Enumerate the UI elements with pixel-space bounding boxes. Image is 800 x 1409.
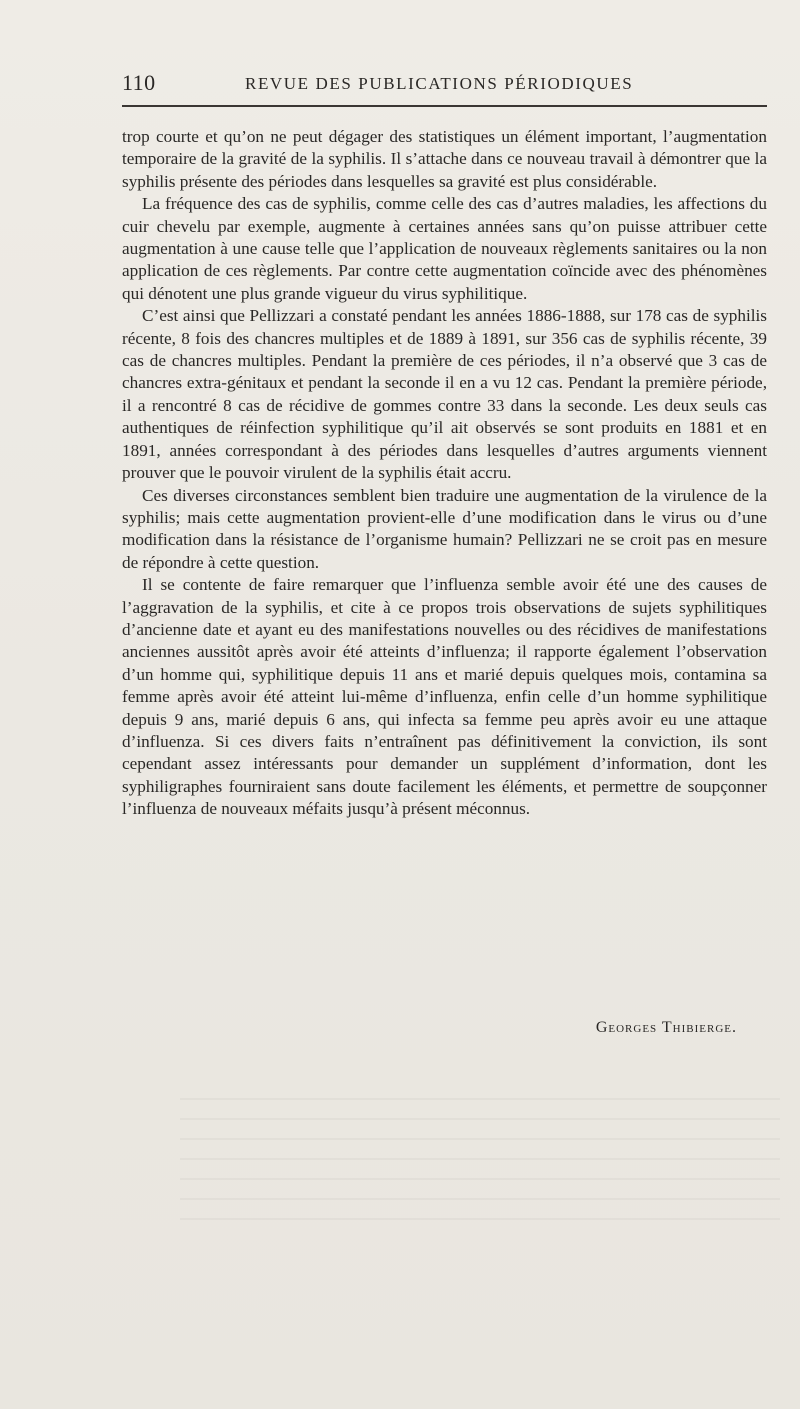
header-rule (122, 105, 767, 107)
paragraph: La fréquence des cas de syphilis, comme celle des cas d’autres maladies, les affections du cuir chevelu par exemple, augmente à certaines années sans qu’on puisse attribuer cette augmentation à une cause telle que l’application de nouveaux règlements sanitaires ou la non application de ces règlements. Par contre cette augmentation coïncide avec des phénomènes qui dénotent une plus grande vigueur du virus syphilitique. (122, 194, 767, 303)
running-title: REVUE DES PUBLICATIONS PÉRIODIQUES (245, 74, 634, 93)
paragraph: C’est ainsi que Pellizzari a constaté pendant les années 1886-1888, sur 178 cas de syphilis récente, 8 fois des chancres multiples et de 1889 à 1891, sur 356 cas de syphilis récente, 39 cas de chancres multiples. Pendant la première de ces périodes, il n’a observé que 3 cas de chancres extra-génitaux et pendant la seconde il en a vu 12 cas. Pendant la première période, il a rencontré 8 cas de récidive de gommes contre 33 dans la seconde. Les deux seuls cas authentiques de réinfection syphilitique qu’il ait observés se sont produits en 1881 et en 1891, années correspondant à des périodes dans lesquelles d’autres arguments viennent prouver que le pouvoir virulent de la syphilis était accru. (122, 306, 767, 483)
paragraph: Il se contente de faire remarquer que l’influenza semble avoir été une des causes de l’aggravation de la syphilis, et cite à ce propos trois observations de sujets syphilitiques d’ancienne date et ayant eu des manifestations nouvelles ou des récidives de manifestations anciennes aussitôt après avoir été atteints d’influenza; il rapporte également l’observation d’un homme qui, syphilitique depuis 11 ans et marié depuis quelques mois, contamina sa femme après avoir été atteint lui-même d’influenza, enfin celle d’un homme syphilitique depuis 9 ans, marié depuis 6 ans, qui infecta sa femme peu après avoir eu une attaque d’influenza. Si ces divers faits n’entraînent pas définitivement la conviction, ils sont cependant assez intéressants pour demander un supplément d’information, dont les syphiligraphes fourniraient sans doute facilement les éléments, et permettre de soupçonner l’influenza de nouveaux méfaits jusqu’à présent méconnus. (122, 575, 767, 819)
paragraph: trop courte et qu’on ne peut dégager des statistiques un élément important, l’augmentation temporaire de la gravité de la syphilis. Il s’attache dans ce nouveau travail à démontrer que la syphilis présente des périodes dans lesquelles sa gravité est plus considérable. (122, 127, 767, 191)
page-header (122, 70, 767, 100)
author-signature (122, 1019, 767, 1037)
bleed-through-texture (180, 1080, 780, 1280)
paragraph: Ces diverses circonstances semblent bien traduire une augmentation de la virulence de la syphilis; mais cette augmentation provient-elle d’une modification dans le virus ou d’une modification dans la résistance de l’organisme humain? Pellizzari ne se croit pas en mesure de répondre à cette question. (122, 485, 767, 572)
author-name: Georges Thibierge. (595, 1019, 737, 1036)
page-number: 110 (122, 70, 156, 95)
body-text (122, 126, 767, 821)
